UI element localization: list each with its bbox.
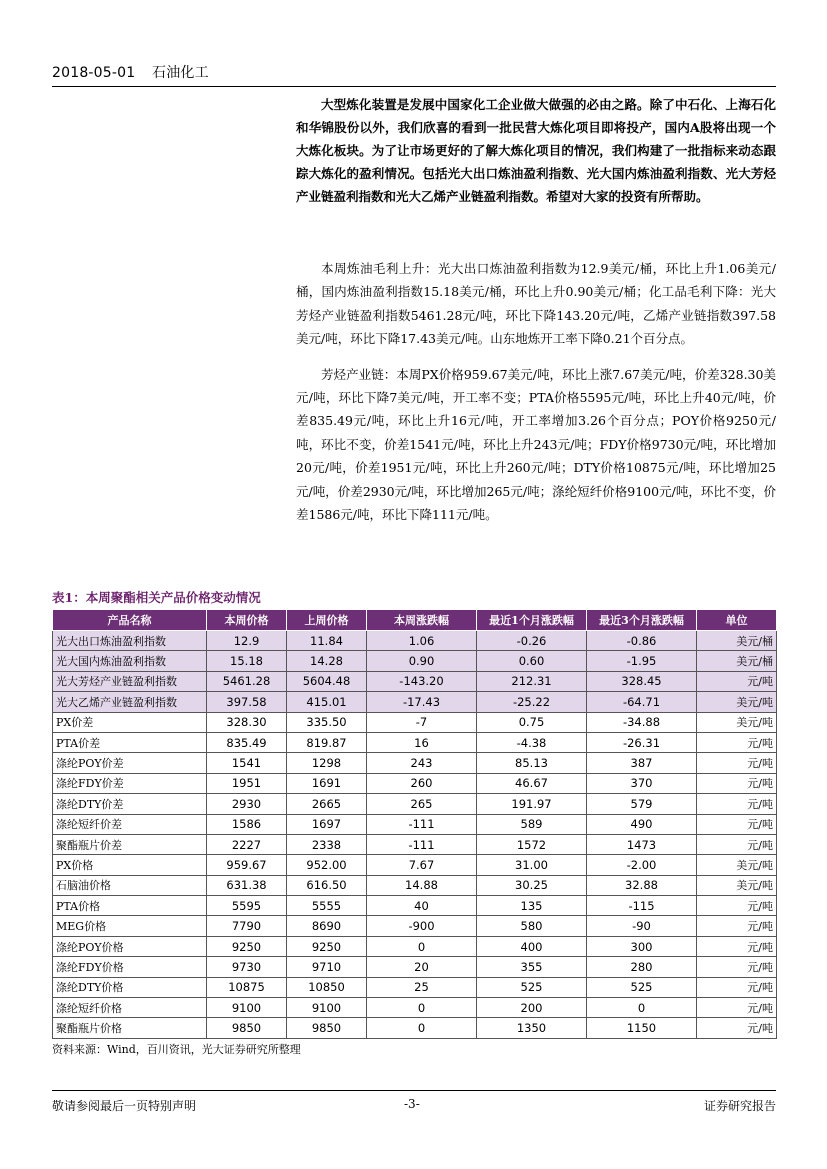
col-header-unit: 单位	[697, 610, 777, 631]
cell-this-week-price: 9100	[207, 998, 287, 1018]
cell-unit: 元/吨	[697, 732, 777, 752]
cell-weekly-change: -111	[367, 814, 477, 834]
table-row	[53, 732, 777, 752]
table-row	[53, 896, 777, 916]
cell-unit: 元/吨	[697, 916, 777, 936]
cell-last-week-price: 415.01	[287, 692, 367, 712]
cell-this-week-price: 397.58	[207, 692, 287, 712]
cell-product-name: PX价差	[53, 712, 207, 732]
cell-this-week-price: 9730	[207, 957, 287, 977]
cell-weekly-change: 243	[367, 753, 477, 773]
paragraph-refining: 本周炼油毛利上升：光大出口炼油盈利指数为12.9美元/桶，环比上升1.06美元/桶，国内炼油盈利指数15.18美元/桶，环比上升0.90美元/桶；化工品毛利下降：光大芳烃产业链盈利指数5461.28元/吨，环比下降143.20元/吨，乙烯产业链指数397.58美元/吨，环比下降17.43美元/吨。山东地炼开工率下降0.21个百分点。	[296, 261, 776, 347]
cell-last-week-price: 11.84	[287, 631, 367, 651]
cell-weekly-change: -143.20	[367, 671, 477, 691]
table-row	[53, 651, 777, 671]
cell-unit: 美元/桶	[697, 631, 777, 651]
cell-this-week-price: 1951	[207, 773, 287, 793]
footer-divider	[52, 1090, 776, 1091]
body-text	[296, 257, 776, 538]
cell-this-week-price: 9250	[207, 936, 287, 956]
cell-unit: 元/吨	[697, 773, 777, 793]
cell-quarter-change: -90	[587, 916, 697, 936]
cell-quarter-change: 32.88	[587, 875, 697, 895]
cell-this-week-price: 959.67	[207, 855, 287, 875]
footer-disclaimer: 敬请参阅最后一页特别声明	[52, 1099, 197, 1113]
report-date: 2018-05-01	[52, 65, 136, 81]
table-row	[53, 998, 777, 1018]
paragraph-aromatics: 芳烃产业链：本周PX价格959.67美元/吨，环比上涨7.67美元/吨，价差328.30美元/吨，环比下降7美元/吨，开工率不变；PTA价格5595元/吨，环比上升40元/吨，价差835.49元/吨，环比上升16元/吨，开工率增加3.26个百分点；POY价格9250元/吨，环比不变，价差1541元/吨，环比上升243元/吨；FDY价格9730元/吨，环比增加20元/吨，价差1951元/吨，环比上升260元/吨；DTY价格10875元/吨，环比增加25元/吨，价差2930元/吨，环比增加265元/吨；涤纶短纤价格9100元/吨，环比不变，价差1586元/吨，环比下降111元/吨。	[296, 366, 776, 523]
cell-weekly-change: 25	[367, 977, 477, 997]
cell-unit: 美元/吨	[697, 692, 777, 712]
cell-weekly-change: 265	[367, 794, 477, 814]
cell-weekly-change: 0.90	[367, 651, 477, 671]
cell-weekly-change: 0	[367, 936, 477, 956]
cell-unit: 元/吨	[697, 814, 777, 834]
cell-month-change: 0.60	[477, 651, 587, 671]
cell-last-week-price: 5555	[287, 896, 367, 916]
cell-month-change: -25.22	[477, 692, 587, 712]
table-row	[53, 712, 777, 732]
cell-last-week-price: 1691	[287, 773, 367, 793]
cell-this-week-price: 2227	[207, 834, 287, 854]
cell-month-change: 525	[477, 977, 587, 997]
cell-unit: 元/吨	[697, 671, 777, 691]
price-table	[52, 609, 777, 1039]
cell-unit: 元/吨	[697, 1018, 777, 1038]
cell-last-week-price: 1298	[287, 753, 367, 773]
cell-last-week-price: 335.50	[287, 712, 367, 732]
col-header-weekly-change: 本周涨跌幅	[367, 610, 477, 631]
cell-this-week-price: 5461.28	[207, 671, 287, 691]
cell-this-week-price: 1586	[207, 814, 287, 834]
cell-quarter-change: 300	[587, 936, 697, 956]
cell-month-change: 355	[477, 957, 587, 977]
cell-product-name: 涤纶DTY价格	[53, 977, 207, 997]
cell-this-week-price: 12.9	[207, 631, 287, 651]
cell-month-change: 212.31	[477, 671, 587, 691]
page-number: -3-	[404, 1097, 420, 1111]
cell-product-name: PX价格	[53, 855, 207, 875]
cell-this-week-price: 835.49	[207, 732, 287, 752]
cell-this-week-price: 9850	[207, 1018, 287, 1038]
cell-this-week-price: 15.18	[207, 651, 287, 671]
table-row	[53, 834, 777, 854]
cell-unit: 元/吨	[697, 977, 777, 997]
cell-product-name: PTA价差	[53, 732, 207, 752]
cell-last-week-price: 5604.48	[287, 671, 367, 691]
cell-weekly-change: 0	[367, 998, 477, 1018]
table-row	[53, 794, 777, 814]
cell-weekly-change: 40	[367, 896, 477, 916]
cell-unit: 元/吨	[697, 794, 777, 814]
sector-name: 石油化工	[152, 65, 209, 81]
cell-last-week-price: 819.87	[287, 732, 367, 752]
abstract-text: 大型炼化装置是发展中国家化工企业做大做强的必由之路。除了中石化、上海石化和华锦股份以外，我们欣喜的看到一批民营大炼化项目即将投产，国内A股将出现一个大炼化板块。为了让市场更好的了解大炼化项目的情况，我们构建了一批指标来动态跟踪大炼化的盈利情况。包括光大出口炼油盈利指数、光大国内炼油盈利指数、光大芳烃产业链盈利指数和光大乙烯产业链盈利指数。希望对大家的投资有所帮助。	[296, 97, 776, 204]
cell-quarter-change: 387	[587, 753, 697, 773]
cell-weekly-change: -7	[367, 712, 477, 732]
cell-product-name: 光大出口炼油盈利指数	[53, 631, 207, 651]
table-row	[53, 814, 777, 834]
cell-weekly-change: 260	[367, 773, 477, 793]
cell-quarter-change: 370	[587, 773, 697, 793]
cell-weekly-change: -900	[367, 916, 477, 936]
cell-month-change: 400	[477, 936, 587, 956]
table-header-row	[53, 610, 777, 631]
table-row	[53, 773, 777, 793]
cell-unit: 元/吨	[697, 957, 777, 977]
cell-month-change: 31.00	[477, 855, 587, 875]
abstract	[296, 93, 776, 208]
col-header-1m-change: 最近1个月涨跌幅	[477, 610, 587, 631]
cell-unit: 美元/吨	[697, 855, 777, 875]
cell-month-change: 0.75	[477, 712, 587, 732]
cell-product-name: 聚酯瓶片价格	[53, 1018, 207, 1038]
cell-last-week-price: 2665	[287, 794, 367, 814]
table-row	[53, 692, 777, 712]
cell-quarter-change: -34.88	[587, 712, 697, 732]
cell-product-name: 涤纶FDY价差	[53, 773, 207, 793]
cell-unit: 元/吨	[697, 936, 777, 956]
table-row	[53, 631, 777, 651]
cell-last-week-price: 9850	[287, 1018, 367, 1038]
cell-quarter-change: -26.31	[587, 732, 697, 752]
cell-this-week-price: 1541	[207, 753, 287, 773]
cell-month-change: 30.25	[477, 875, 587, 895]
cell-quarter-change: -0.86	[587, 631, 697, 651]
table-row	[53, 671, 777, 691]
cell-last-week-price: 8690	[287, 916, 367, 936]
cell-weekly-change: 7.67	[367, 855, 477, 875]
cell-month-change: 589	[477, 814, 587, 834]
cell-quarter-change: -64.71	[587, 692, 697, 712]
cell-month-change: 135	[477, 896, 587, 916]
footer-report-type: 证券研究报告	[703, 1099, 776, 1113]
table-row	[53, 977, 777, 997]
price-table-container	[52, 609, 776, 1039]
cell-quarter-change: 1150	[587, 1018, 697, 1038]
cell-quarter-change: 328.45	[587, 671, 697, 691]
cell-last-week-price: 9710	[287, 957, 367, 977]
cell-product-name: PTA价格	[53, 896, 207, 916]
table-title: 表1：本周聚酯相关产品价格变动情况	[52, 590, 261, 605]
cell-unit: 元/吨	[697, 896, 777, 916]
cell-last-week-price: 9100	[287, 998, 367, 1018]
cell-weekly-change: 16	[367, 732, 477, 752]
cell-quarter-change: 280	[587, 957, 697, 977]
cell-unit: 美元/桶	[697, 651, 777, 671]
cell-this-week-price: 2930	[207, 794, 287, 814]
cell-month-change: 191.97	[477, 794, 587, 814]
cell-month-change: 1350	[477, 1018, 587, 1038]
cell-last-week-price: 2338	[287, 834, 367, 854]
col-header-product: 产品名称	[53, 610, 207, 631]
cell-product-name: 光大国内炼油盈利指数	[53, 651, 207, 671]
cell-month-change: 1572	[477, 834, 587, 854]
cell-weekly-change: 20	[367, 957, 477, 977]
table-source: 资料来源：Wind，百川资讯，光大证券研究所整理	[52, 1043, 301, 1056]
cell-product-name: 聚酯瓶片价差	[53, 834, 207, 854]
cell-weekly-change: 14.88	[367, 875, 477, 895]
cell-this-week-price: 328.30	[207, 712, 287, 732]
table-row	[53, 855, 777, 875]
cell-last-week-price: 616.50	[287, 875, 367, 895]
cell-this-week-price: 5595	[207, 896, 287, 916]
cell-product-name: 涤纶DTY价差	[53, 794, 207, 814]
col-header-last-week: 上周价格	[287, 610, 367, 631]
table-row	[53, 936, 777, 956]
cell-product-name: 涤纶FDY价格	[53, 957, 207, 977]
cell-month-change: -0.26	[477, 631, 587, 651]
table-row	[53, 875, 777, 895]
cell-last-week-price: 9250	[287, 936, 367, 956]
cell-weekly-change: 0	[367, 1018, 477, 1038]
cell-unit: 元/吨	[697, 834, 777, 854]
cell-product-name: 光大芳烃产业链盈利指数	[53, 671, 207, 691]
cell-month-change: 580	[477, 916, 587, 936]
cell-month-change: -4.38	[477, 732, 587, 752]
cell-this-week-price: 10875	[207, 977, 287, 997]
cell-quarter-change: -2.00	[587, 855, 697, 875]
cell-product-name: 涤纶POY价差	[53, 753, 207, 773]
cell-product-name: MEG价格	[53, 916, 207, 936]
cell-month-change: 200	[477, 998, 587, 1018]
cell-unit: 元/吨	[697, 753, 777, 773]
cell-unit: 美元/吨	[697, 875, 777, 895]
cell-quarter-change: 0	[587, 998, 697, 1018]
cell-quarter-change: 490	[587, 814, 697, 834]
cell-quarter-change: 1473	[587, 834, 697, 854]
page-header	[52, 62, 221, 82]
cell-unit: 元/吨	[697, 998, 777, 1018]
cell-quarter-change: -115	[587, 896, 697, 916]
cell-weekly-change: -111	[367, 834, 477, 854]
cell-product-name: 涤纶短纤价差	[53, 814, 207, 834]
table-row	[53, 1018, 777, 1038]
cell-this-week-price: 7790	[207, 916, 287, 936]
table-row	[53, 753, 777, 773]
cell-product-name: 石脑油价格	[53, 875, 207, 895]
cell-product-name: 涤纶短纤价格	[53, 998, 207, 1018]
cell-quarter-change: -1.95	[587, 651, 697, 671]
table-body	[53, 631, 777, 1039]
cell-quarter-change: 579	[587, 794, 697, 814]
cell-last-week-price: 1697	[287, 814, 367, 834]
col-header-3m-change: 最近3个月涨跌幅	[587, 610, 697, 631]
cell-last-week-price: 14.28	[287, 651, 367, 671]
cell-product-name: 光大乙烯产业链盈利指数	[53, 692, 207, 712]
header-divider	[52, 86, 776, 87]
table-row	[53, 957, 777, 977]
cell-weekly-change: -17.43	[367, 692, 477, 712]
col-header-this-week: 本周价格	[207, 610, 287, 631]
cell-last-week-price: 10850	[287, 977, 367, 997]
cell-unit: 美元/吨	[697, 712, 777, 732]
cell-last-week-price: 952.00	[287, 855, 367, 875]
cell-weekly-change: 1.06	[367, 631, 477, 651]
cell-month-change: 46.67	[477, 773, 587, 793]
cell-product-name: 涤纶POY价格	[53, 936, 207, 956]
cell-quarter-change: 525	[587, 977, 697, 997]
cell-month-change: 85.13	[477, 753, 587, 773]
table-row	[53, 916, 777, 936]
cell-this-week-price: 631.38	[207, 875, 287, 895]
